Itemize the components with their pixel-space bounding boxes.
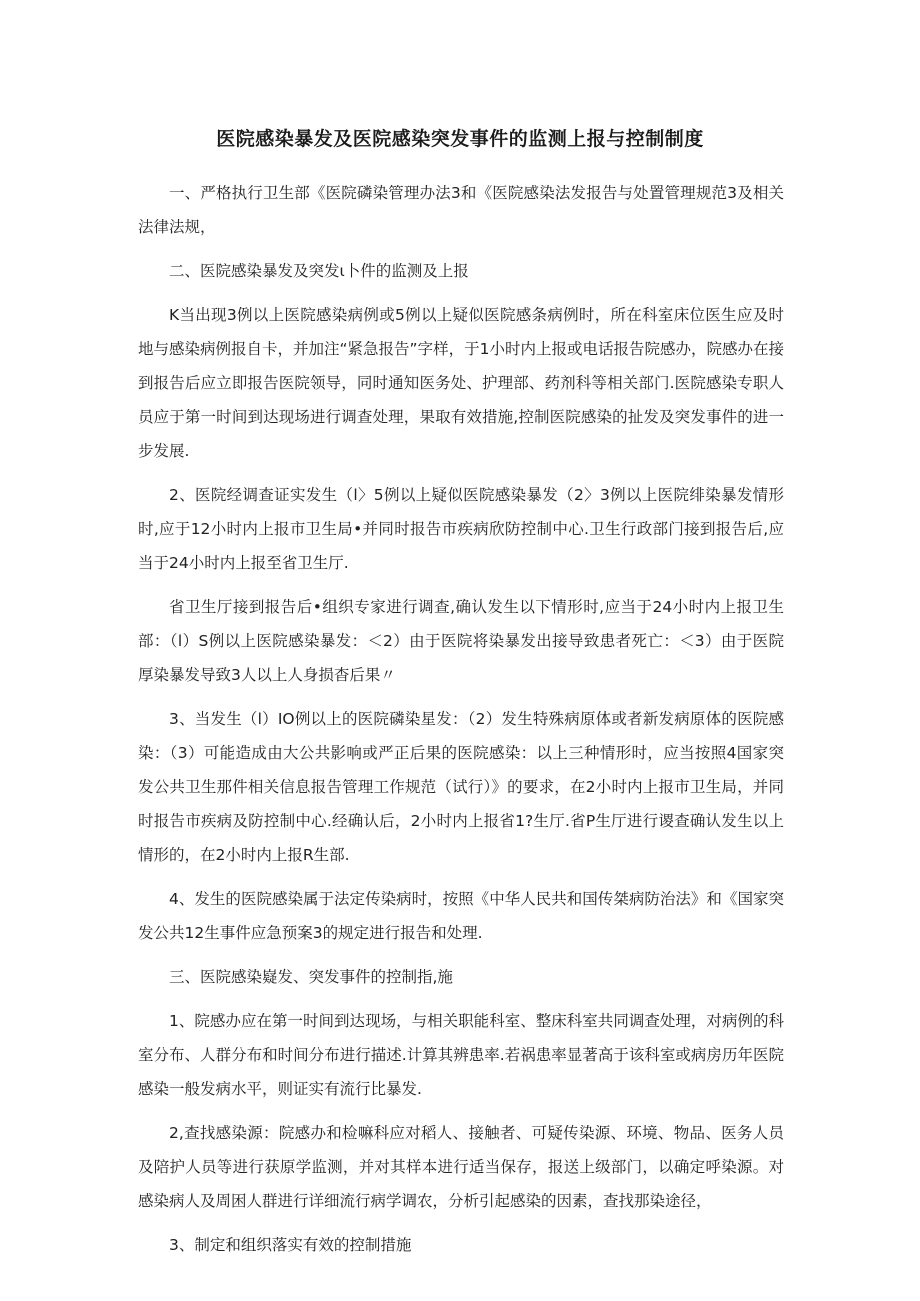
paragraph-item-1: K当出现3例以上医院感染病例或5例以上疑似医院感条病例时，所在科室床位医生应及时地与感染病例报自卡，并加注“紧急报告”字样，于1小时内上报或电话报告院感办，院感办在接到报告后应立即报告医院领导，同时通知医务处、护理部、药剂科等相关部门.医院感染专职人员应于第一时间到达现场进行调查处理，果取有效措施,控制医院感染的扯发及突发事件的进一步发展. bbox=[138, 306, 784, 460]
document-title: 医院感染暴发及医院感染突发事件的监测上报与控制制度 bbox=[216, 128, 704, 150]
document-body bbox=[138, 176, 784, 1272]
paragraph-section-2-heading: 二、医院感染暴发及突发ι卜件的监测及上报 bbox=[169, 262, 469, 280]
paragraph-item-4: 4、发生的医院感染属于法定传染病时，按照《中华人民共和国传桀病防治法》和《国家突发公共12生事件应急预案3的规定进行报告和处理. bbox=[138, 890, 784, 942]
paragraph-provincial-report: 省卫生厅接到报告后•组织专家进行调查,确认发生以下情形时,应当于24小时内上报卫生部：（l）S例以上医院感染暴发：＜2）由于医院将染暴发出接导致患者死亡：＜3）由于医院厚染暴发导致3人以上人身损杳后果〃 bbox=[138, 598, 784, 684]
paragraph-control-1: 1、院感办应在第一时间到达现场，与相关职能科室、整床科室共同调查处理，对病例的科室分布、人群分布和时间分布进行描述.计算其辨患率.若祸患率显著高于该科室或病房历年医院感染一般发病水平，则证实有流行比暴发. bbox=[138, 1012, 784, 1098]
paragraph-section-3-heading: 三、医院感染嶷发、突发事件的控制指,施 bbox=[169, 968, 453, 986]
paragraph-item-3: 3、当发生（l）IO例以上的医院磷染星发：（2）发生特殊病原体或者新发病原体的医院感染：（3）可能造成由大公共影响或严正后果的医院感染：以上三种情形时，应当按照4国家突发公共卫生那件相关信息报告管理工作规范（试行）》的要求，在2小时内上报市卫生局，并同时报告市疾病及防控制中心.经确认后，2小时内上报省1?生厅.省P生厅进行谡查确认发生以上情形的，在2小时内上报R生部. bbox=[138, 710, 784, 864]
paragraph-item-2: 2、医院经调查证实发生（l〉5例以上疑似医院感染暴发（2〉3例以上医院绯染暴发情形时,应于12小时内上报市卫生局•并同时报告市疾病欣防控制中心.卫生行政部门接到报告后,应当于24小时内上报至省卫生厅. bbox=[138, 486, 784, 572]
paragraph-control-3: 3、制定和组织落实有效的控制措施 bbox=[169, 1236, 412, 1254]
paragraph-section-1: 一、严格执行卫生部《医院磷染管理办法3和《医院感染法发报告与处置管理规范3及相关法律法规， bbox=[138, 184, 784, 236]
paragraph-control-2: 2,查找感染源：院感办和检嘛科应对稻人、接触者、可疑传染源、环境、物品、医务人员及陪护人员等进行获原学监测，并对其样本进行适当保存，报送上级部门，以确定呼染源。对感染病人及周困人群进行详细流行病学调农，分析引起感染的因素，查找那染途径， bbox=[138, 1124, 784, 1210]
